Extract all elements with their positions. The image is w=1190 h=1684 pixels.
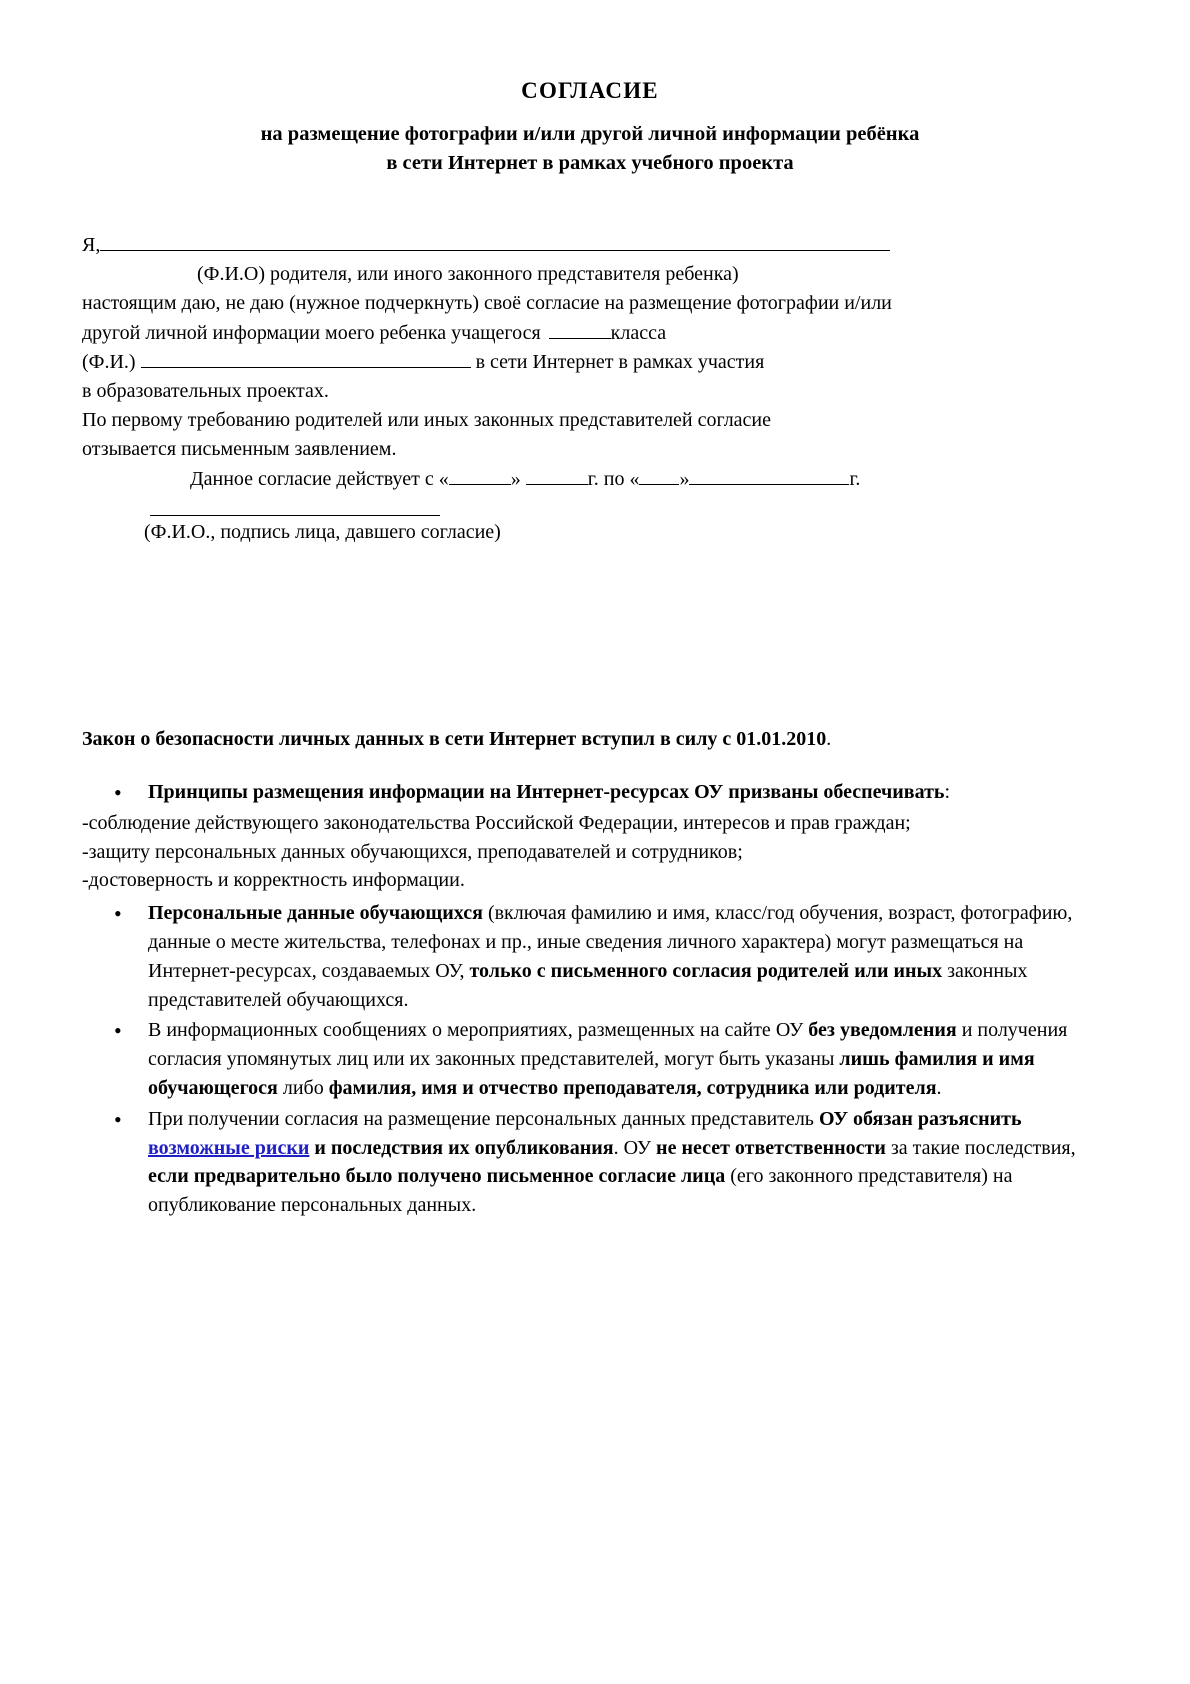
law-bullet-risks xyxy=(82,1105,1098,1220)
law-bullet-personal-data-text-2: законных представителей обучающихся. xyxy=(148,959,1028,1011)
form-line-projects: в образовательных проектах. xyxy=(82,380,329,403)
law-dash-item-2: -защиту персональных данных обучающихся, преподавателей и сотрудников; xyxy=(82,840,743,863)
child-class-suffix: класса xyxy=(610,321,667,344)
validity-mid: по xyxy=(603,467,625,490)
law-bullet-personal-data-text-1: (включая фамилию и имя, класс/год обучения, возраст, фотографию, данные о месте жительства, телефонах и пр., иные сведения личного характера) могут размещаться на Интернет-ресурсах, создаваемых ОУ, xyxy=(148,902,1073,982)
validity-end-day-blank[interactable] xyxy=(639,464,679,485)
law-bullet-risks-bold-3: не несет ответственности xyxy=(656,1136,886,1159)
validity-end-date-blank[interactable] xyxy=(689,464,849,485)
law-bullet-announcements-bold-3: фамилия, имя и отчество преподавателя, сотрудника или родителя xyxy=(328,1076,937,1099)
law-bullet-list-2 xyxy=(82,899,1098,1220)
page-title: СОГЛАСИЕ xyxy=(521,78,659,103)
validity-start-day-blank[interactable] xyxy=(449,464,511,485)
form-line-revoke-1: По первому требованию родителей или иных законных представителей согласие xyxy=(82,409,772,431)
law-bullet-personal-data xyxy=(82,899,1098,1014)
signature-caption: (Ф.И.О., подпись лица, давшего согласие) xyxy=(144,521,501,544)
form-line-consent: настоящим даю, не даю (нужное подчеркнуть) своё согласие на размещение фотографии и/или xyxy=(82,291,892,314)
child-fi-suffix: в сети Интернет в рамках участия xyxy=(475,351,765,374)
law-dash-item-1: -соблюдение действующего законодательства Российской Федерации, интересов и прав граждан; xyxy=(82,811,911,834)
law-bullet-risks-text-1: При получении согласия на размещение персональных данных представитель xyxy=(148,1107,819,1130)
law-heading xyxy=(82,725,1098,754)
child-fi-label: (Ф.И.) xyxy=(82,351,136,374)
child-class-prefix: другой личной информации моего ребенка учащегося xyxy=(82,321,541,344)
document-subtitle-line-2: в сети Интернет в рамках учебного проекта xyxy=(386,152,794,175)
law-bullet-personal-data-bold-1: Персональные данные обучающихся xyxy=(148,902,483,925)
law-heading-period: . xyxy=(826,728,832,751)
law-bullet-risks-text-3: за такие последствия, xyxy=(885,1136,1076,1159)
declarant-name-blank[interactable] xyxy=(100,230,890,251)
document-subtitle xyxy=(96,120,1084,178)
law-bullet-risks-text-4: (его законного представителя) на опубликование персональных данных. xyxy=(148,1165,1013,1217)
law-bullet-risks-bold-1: ОУ обязан разъяснить xyxy=(818,1107,1022,1130)
form-line-revoke-2: отзывается письменным заявлением. xyxy=(82,437,397,460)
form-line-child-class xyxy=(82,318,1098,348)
law-dash-list xyxy=(82,809,1098,895)
law-bullet-announcements-text-3: либо xyxy=(277,1076,329,1099)
law-bullet-risks-bold-2: и последствия их опубликования xyxy=(309,1136,614,1159)
law-bullet-risks-bold-4: если предварительно было получено письменное согласие лица xyxy=(148,1165,726,1188)
law-bullet-list xyxy=(82,778,1098,807)
law-bullet-announcements-text-2: и получения согласия упомянутых лиц или их законных представителей, могут быть указаны xyxy=(148,1019,1068,1071)
declarant-fio-caption: (Ф.И.О) родителя, или иного законного представителя ребенка) xyxy=(197,263,739,286)
possible-risks-link[interactable]: возможные риски xyxy=(148,1136,310,1159)
form-line-child-name xyxy=(82,347,1098,377)
law-bullet-personal-data-bold-2: только с письменного согласия родителей или иных xyxy=(469,959,943,982)
law-section xyxy=(82,725,1098,1220)
validity-quote-open-2: « xyxy=(629,467,640,490)
law-bullet-announcements xyxy=(82,1016,1098,1102)
law-bullet-principles-bold: Принципы размещения информации на Интернет-ресурсах ОУ призваны обеспечивать xyxy=(148,780,945,803)
document-subtitle-line-1: на размещение фотографии и/или другой личной информации ребёнка xyxy=(260,123,920,145)
validity-quote-close-1: » xyxy=(510,467,521,490)
law-heading-text: Закон о безопасности личных данных в сети Интернет вступил в силу с 01.01.2010 xyxy=(82,728,827,751)
law-dash-item-3: -достоверность и корректность информации. xyxy=(82,869,465,892)
law-bullet-announcements-text-4: . xyxy=(936,1076,942,1099)
validity-quote-open-1: « xyxy=(438,467,449,490)
validity-start-month-blank[interactable] xyxy=(526,464,588,485)
child-class-blank[interactable] xyxy=(549,318,611,339)
declarant-label: Я, xyxy=(82,234,101,257)
form-line-validity xyxy=(190,464,1098,494)
validity-prefix: Данное согласие действует с xyxy=(190,467,434,490)
validity-year-abbr-1: г. xyxy=(587,467,599,490)
child-fi-blank[interactable] xyxy=(141,347,471,368)
law-bullet-announcements-bold-2: лишь фамилия и имя обучающегося xyxy=(148,1048,1035,1099)
law-bullet-risks-text-2: . ОУ xyxy=(613,1136,657,1159)
law-bullet-announcements-bold-1: без уведомления xyxy=(808,1019,957,1042)
consent-form-block xyxy=(82,230,1098,547)
law-bullet-principles xyxy=(82,778,1098,807)
law-bullet-principles-colon: : xyxy=(944,780,951,803)
law-bullet-announcements-text-1: В информационных сообщениях о мероприятиях, размещенных на сайте ОУ xyxy=(148,1019,809,1042)
signature-rule[interactable] xyxy=(150,515,440,516)
form-line-declarant xyxy=(82,230,1098,260)
validity-quote-close-2: » xyxy=(679,467,690,490)
validity-year-abbr-2: г. xyxy=(849,467,861,490)
